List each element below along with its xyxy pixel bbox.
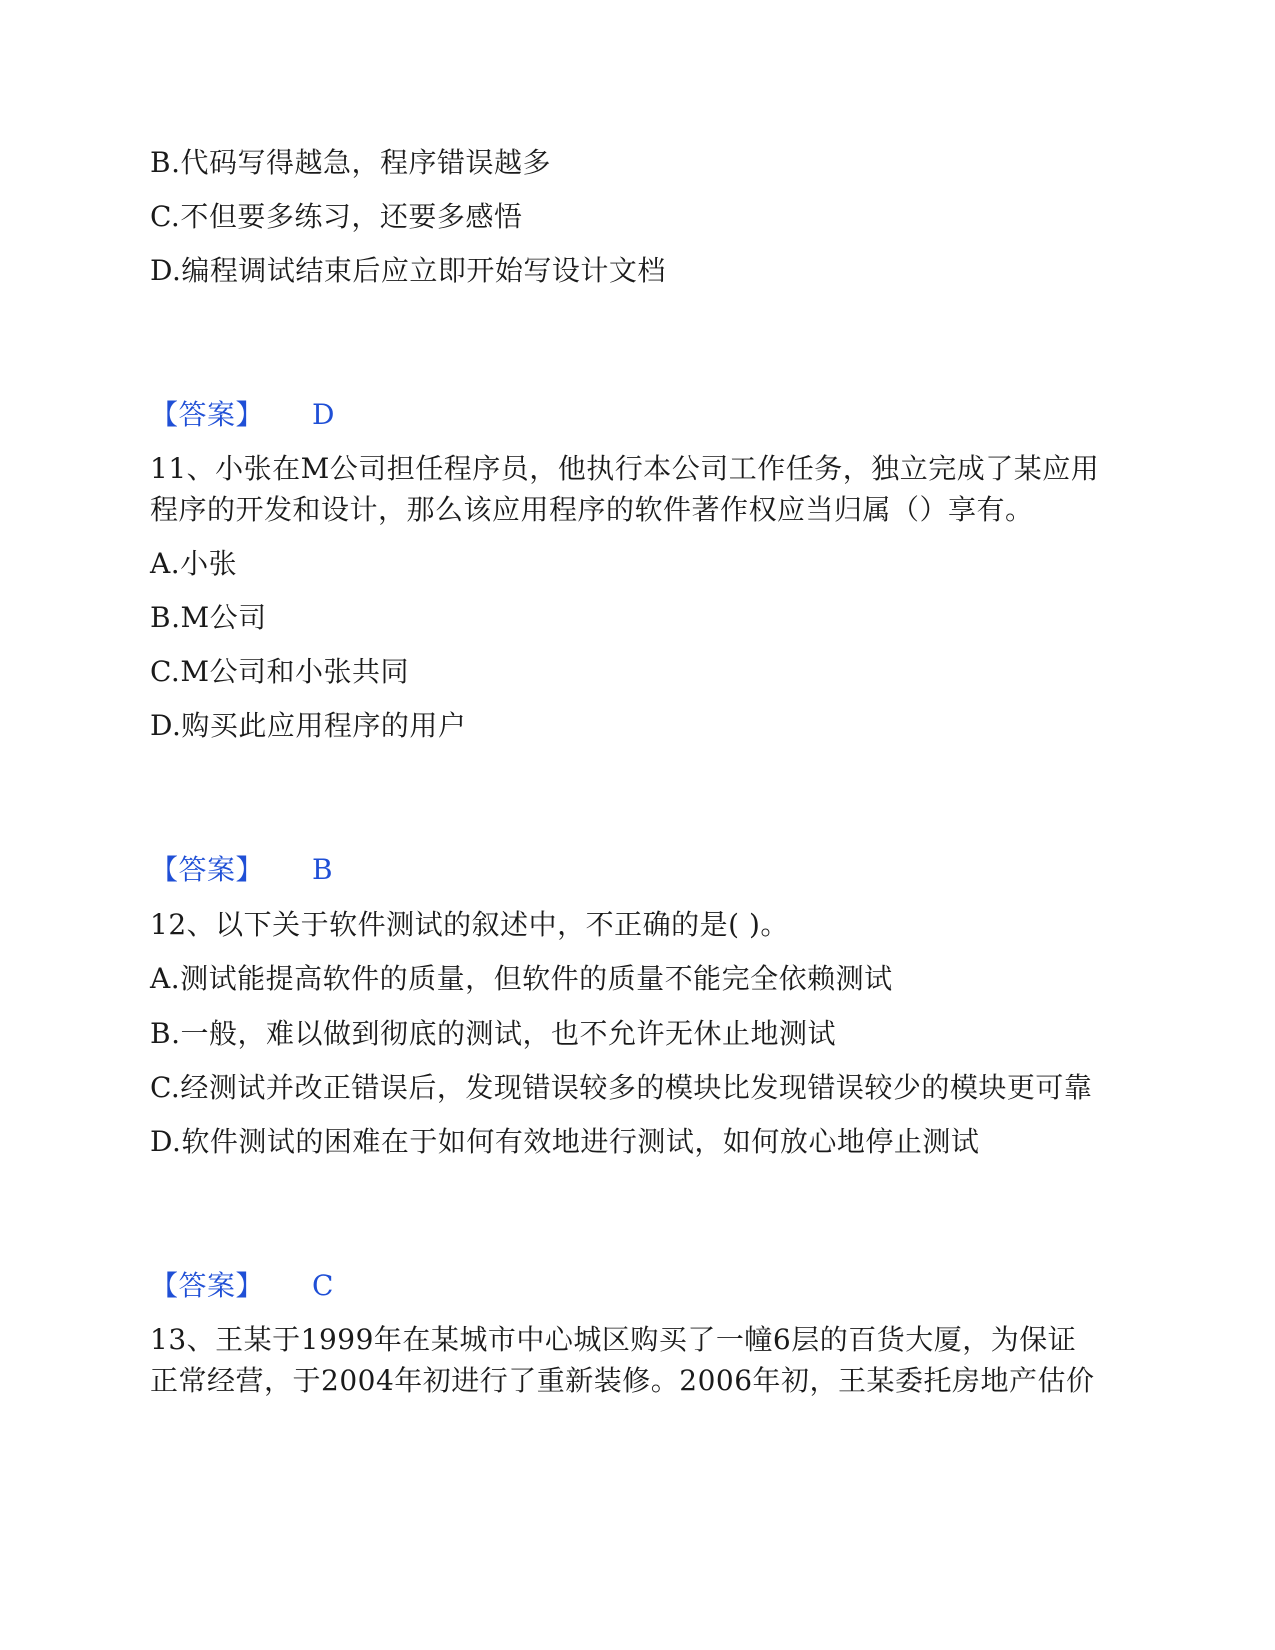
answer-10-value: D <box>312 398 335 431</box>
answer-11-label: 【答案】 <box>150 853 265 886</box>
q11-stem-line-2: 程序的开发和设计，那么该应用程序的软件著作权应当归属（）享有。 <box>150 493 1034 526</box>
q11-option-d: D.购买此应用程序的用户 <box>150 709 467 742</box>
q13-stem-line-1: 13、王某于1999年在某城市中心城区购买了一幢6层的百货大厦，为保证 <box>150 1323 1077 1356</box>
answer-12-value: C <box>312 1269 334 1302</box>
answer-12-label: 【答案】 <box>150 1269 265 1302</box>
q11-option-b: B.M公司 <box>150 601 267 634</box>
q12-option-c: C.经测试并改正错误后，发现错误较多的模块比发现错误较少的模块更可靠 <box>150 1071 1093 1104</box>
q10-option-c: C.不但要多练习，还要多感悟 <box>150 200 523 233</box>
q12-option-b: B.一般，难以做到彻底的测试，也不允许无休止地测试 <box>150 1017 836 1050</box>
answer-12 <box>150 1269 334 1303</box>
q13-stem-line-2: 正常经营，于2004年初进行了重新装修。2006年初，王某委托房地产估价 <box>150 1364 1095 1397</box>
q12-option-d: D.软件测试的困难在于如何有效地进行测试，如何放心地停止测试 <box>150 1125 980 1158</box>
q11-stem-line-1: 11、小张在M公司担任程序员，他执行本公司工作任务，独立完成了某应用 <box>150 452 1100 485</box>
q12-option-a: A.测试能提高软件的质量，但软件的质量不能完全依赖测试 <box>150 962 893 995</box>
q11-option-c: C.M公司和小张共同 <box>150 655 409 688</box>
answer-10-label: 【答案】 <box>150 398 265 431</box>
q11-option-a: A.小张 <box>150 547 238 580</box>
q10-option-b: B.代码写得越急，程序错误越多 <box>150 146 551 179</box>
answer-11 <box>150 853 333 887</box>
q12-stem: 12、以下关于软件测试的叙述中，不正确的是( )。 <box>150 908 789 941</box>
answer-10 <box>150 398 335 432</box>
q10-option-d: D.编程调试结束后应立即开始写设计文档 <box>150 254 666 287</box>
answer-11-value: B <box>312 853 334 886</box>
